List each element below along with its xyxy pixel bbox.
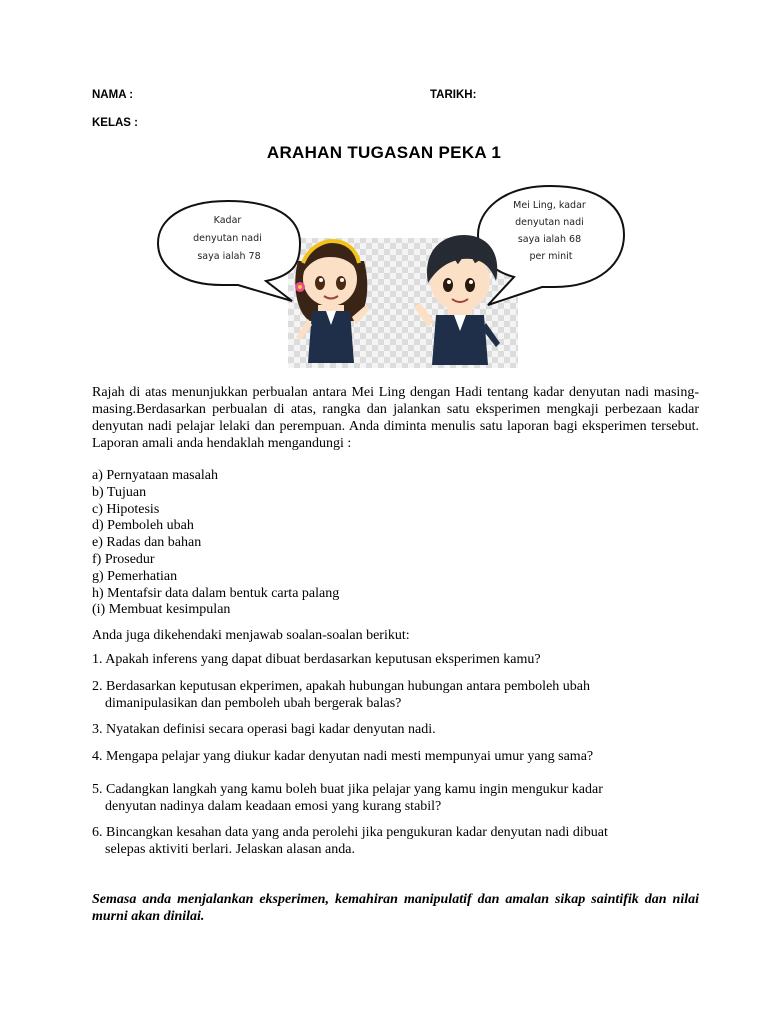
list-item: e) Radas dan bahan [92,535,202,551]
question-line: 3. Nyatakan definisi secara operasi bagi kadar denyutan nadi. [92,722,436,737]
nama-label: NAMA : [92,89,134,101]
questions-intro: Anda juga dikehendaki menjawab soalan-soalan berikut: [92,628,410,643]
question-line-continued: dimanipulasikan dan pemboleh ubah bergerak balas? [105,695,402,711]
question-1 [92,652,692,669]
question-5 [92,782,692,815]
list-item: h) Mentafsir data dalam bentuk carta palang [92,585,340,601]
question-line: 2. Berdasarkan keputusan ekperimen, apakah hubungan hubungan antara pemboleh ubah [92,679,590,694]
speech-bubble-left [158,201,300,301]
instruction-paragraph: Rajah di atas menunjukkan perbualan antara Mei Ling dengan Hadi tentang kadar denyutan nadi masing- masing.Berdasarkan perbualan di atas, rangka dan jalankan satu eksperimen mengkaji perbezaan kadar denyutan nadi pelajar lelaki dan perempuan. Anda diminta menulis satu laporan bagi eksperimen tersebut. Laporan amali anda hendaklah mengandungi : [92,385,699,451]
question-4 [92,749,692,766]
bubble-right-line-2: denyutan nadi [515,217,584,228]
list-item: a) Pernyataan masalah [92,468,218,483]
list-item: c) Hipotesis [92,501,160,517]
bubble-left-line-1: Kadar [213,215,242,226]
bubble-right-line-1: Mei Ling, kadar [513,200,586,211]
bubble-left-line-2: denyutan nadi [193,233,262,244]
question-line: 6. Bincangkan kesahan data yang anda perolehi jika pengukuran kadar denyutan nadi dibuat [92,825,608,840]
bubble-right-line-3: saya ialah 68 [517,234,582,245]
report-items-list [92,468,339,619]
illustration [150,183,660,373]
question-2 [92,679,692,712]
question-line: 5. Cadangkan langkah yang kamu boleh buat jika pelajar yang kamu ingin mengukur kadar [92,782,603,797]
question-3 [92,722,692,739]
kelas-label: KELAS : [92,117,138,129]
question-line-continued: denyutan nadinya dalam keadaan emosi yang kurang stabil? [105,798,442,814]
list-item: g) Pemerhatian [92,568,178,584]
list-item: f) Prosedur [92,551,155,567]
list-item: b) Tujuan [92,484,147,500]
list-item: d) Pemboleh ubah [92,518,194,534]
page-title: ARAHAN TUGASAN PEKA 1 [266,143,502,162]
question-6 [92,825,692,858]
bubble-left-line-3: saya ialah 78 [197,251,261,262]
question-line-continued: selepas aktiviti berlari. Jelaskan alasan anda. [105,841,355,857]
question-line: 4. Mengapa pelajar yang diukur kadar denyutan nadi mesti mempunyai umur yang sama? [92,749,594,764]
bubble-right-line-4: per minit [529,251,573,262]
tarikh-label: TARIKH: [430,89,477,101]
closing-note: Semasa anda menjalankan eksperimen, kemahiran manipulatif dan amalan sikap saintifik dan nilai murni akan dinilai. [92,892,699,924]
question-line: 1. Apakah inferens yang dapat dibuat berdasarkan keputusan eksperimen kamu? [92,652,541,667]
list-item: (i) Membuat kesimpulan [92,602,231,618]
